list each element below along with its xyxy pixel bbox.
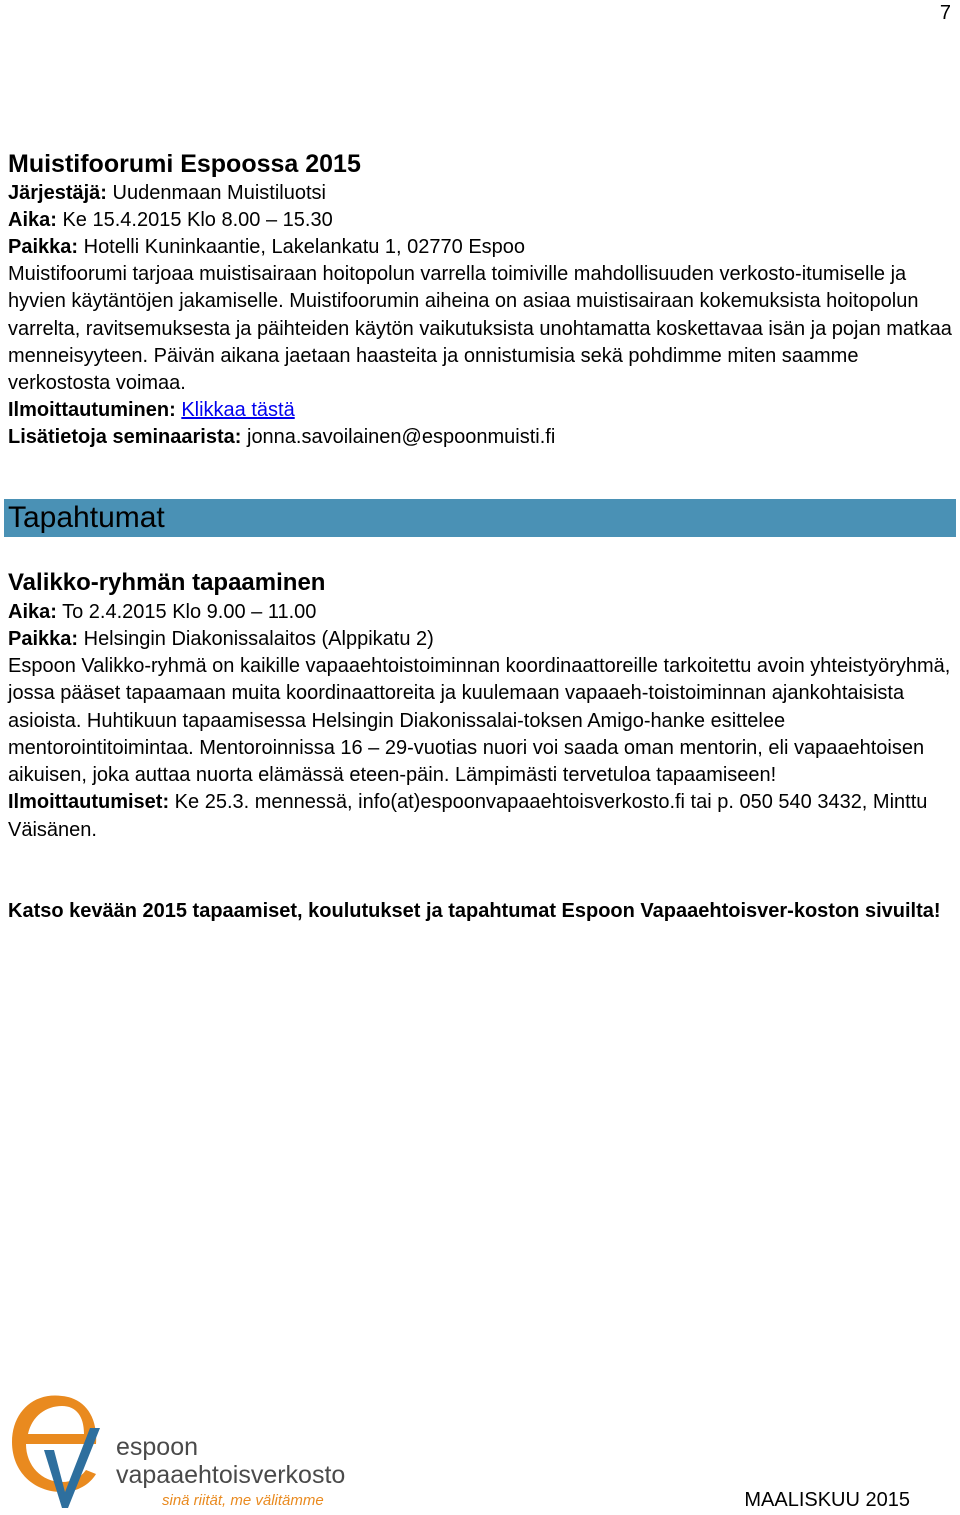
event-registration <box>8 789 953 844</box>
event-place-label: Paikka: <box>8 628 79 650</box>
forum-registration <box>8 397 953 424</box>
organizer-value: Uudenmaan Muistiluotsi <box>106 182 326 204</box>
forum-time-value: Ke 15.4.2015 Klo 8.00 – 15.30 <box>56 209 333 231</box>
forum-info-email: jonna.savoilainen@espoonmuisti.fi <box>241 426 556 449</box>
forum-place-label: Paikka: <box>8 236 79 258</box>
events-banner <box>4 499 956 537</box>
organizer-label: Järjestäjä: <box>8 182 107 204</box>
forum-organizer <box>8 180 953 207</box>
forum-registration-label: Ilmoittautuminen: <box>8 399 176 422</box>
forum-place-value: Hotelli Kuninkaantie, Lakelankatu 1, 02770 Espoo <box>78 236 526 258</box>
event-registration-value: Ke 25.3. mennessä, info(at)espoonvapaaehtoisverkosto.fi tai p. 050 540 3432, Minttu Väisänen. <box>8 791 928 841</box>
forum-place <box>8 234 953 261</box>
forum-time <box>8 207 953 234</box>
event-time-label: Aika: <box>8 601 57 623</box>
closing-note: Katso kevään 2015 tapaamiset, koulutukset ja tapahtumat Espoon Vapaaehtoisver-koston sivuilta! <box>8 900 941 922</box>
forum-info-label: Lisätietoja seminaarista: <box>8 426 242 449</box>
event-time-value: To 2.4.2015 Klo 9.00 – 11.00 <box>56 601 317 623</box>
logo-ev-mark-icon <box>4 1388 116 1513</box>
logo-line2: vapaaehtoisverkosto <box>116 1461 346 1489</box>
event-time <box>8 599 953 626</box>
event-place <box>8 626 953 653</box>
forum-section <box>8 148 953 451</box>
forum-time-label: Aika: <box>8 209 57 231</box>
event-description: Espoon Valikko-ryhmä on kaikille vapaaehtoistoiminnan koordinaattoreille tarkoitettu avoin yhteistyöryhmä, jossa pääset tapaamaan muita koordinaattoreita ja kuulemaan vapaaeh-toistoiminnan ajankohtaisista asioista. Huhtikuun tapaamisessa Helsingin Diakonissalai-toksen Amigo-hanke esittelee mentorointitoimintaa. Mentoroinnissa 16 – 29-vuotias nuori voi saada oman mentorin, eli vapaaehtoisen aikuisen, joka auttaa nuorta elämässä eteen-päin. Lämpimästi tervetuloa tapaamiseen! <box>8 655 951 787</box>
logo-slogan: sinä riität, me välitämme <box>162 1492 324 1509</box>
event-place-value: Helsingin Diakonissalaitos (Alppikatu 2) <box>78 628 434 650</box>
registration-link[interactable]: Klikkaa tästä <box>181 399 295 422</box>
events-banner-title: Tapahtumat <box>8 501 165 534</box>
forum-info <box>8 424 953 451</box>
event-registration-label: Ilmoittautumiset: <box>8 791 170 814</box>
event-section <box>8 567 953 844</box>
forum-description: Muistifoorumi tarjoaa muistisairaan hoitopolun varrella toimiville mahdollisuuden verkosto-itumiselle ja hyvien käytäntöjen jakamiselle. Muistifoorumin aiheina on asiaa muistisairaan kokemuksista hoitopolun varrelta, ravitsemuksesta ja päihteiden käytön vaikutuksista unohtamatta koskettavaa isän ja pojan matkaa menneisyyteen. Päivän aikana jaetaan haasteita ja onnistumisia sekä pohdimme miten saamme verkostosta voimaa. <box>8 263 952 395</box>
page-number: 7 <box>939 2 951 24</box>
footer-date: MAALISKUU 2015 <box>744 1489 910 1511</box>
espoon-vapaaehtoisverkosto-logo <box>4 1388 354 1513</box>
logo-line1: espoon <box>116 1433 199 1461</box>
forum-title: Muistifoorumi Espoossa 2015 <box>8 150 361 178</box>
event-title: Valikko-ryhmän tapaaminen <box>8 569 326 596</box>
